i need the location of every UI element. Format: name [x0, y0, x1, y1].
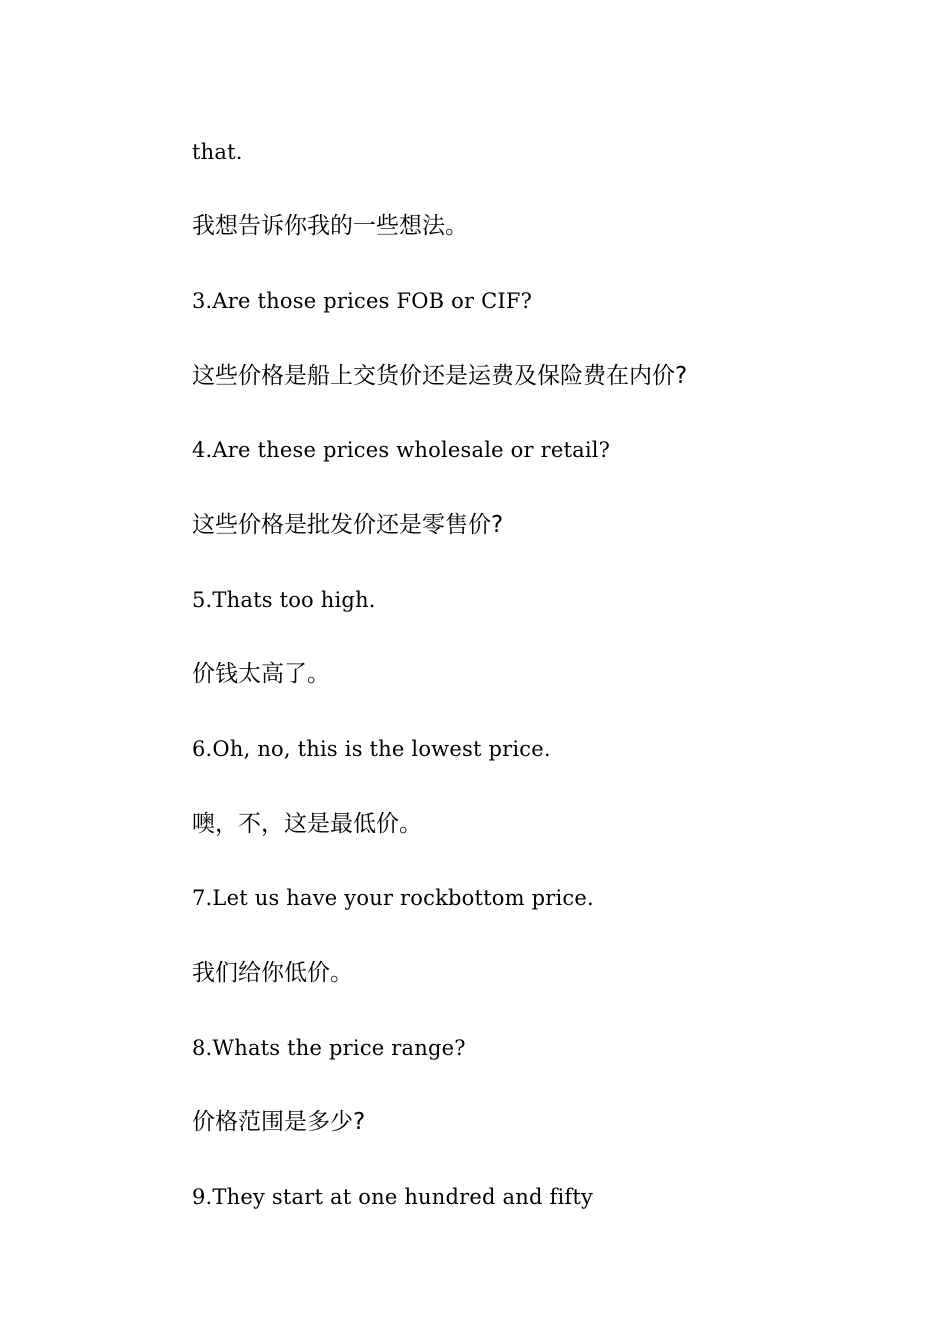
text-line-chinese: 这些价格是船上交货价还是运费及保险费在内价? — [192, 363, 688, 389]
text-line-english: 5.Thats too high. — [192, 588, 376, 612]
text-line-chinese: 我想告诉你我的一些想法。 — [192, 213, 468, 239]
text-line-chinese: 这些价格是批发价还是零售价? — [192, 512, 504, 538]
text-line-chinese: 价钱太高了。 — [192, 661, 330, 687]
text-line-chinese: 噢，不，这是最低价。 — [192, 811, 422, 837]
text-line-english: 3.Are those prices FOB or CIF? — [192, 289, 533, 313]
text-line-english: that. — [192, 140, 243, 164]
text-line-chinese: 价格范围是多少? — [192, 1109, 366, 1135]
text-line-english: 8.Whats the price range? — [192, 1036, 466, 1060]
text-line-english: 9.They start at one hundred and fifty — [192, 1185, 594, 1209]
text-line-english: 6.Oh, no, this is the lowest price. — [192, 737, 551, 761]
text-line-chinese: 我们给你低价。 — [192, 960, 353, 986]
text-line-english: 7.Let us have your rockbottom price. — [192, 886, 594, 910]
text-line-english: 4.Are these prices wholesale or retail? — [192, 438, 611, 462]
